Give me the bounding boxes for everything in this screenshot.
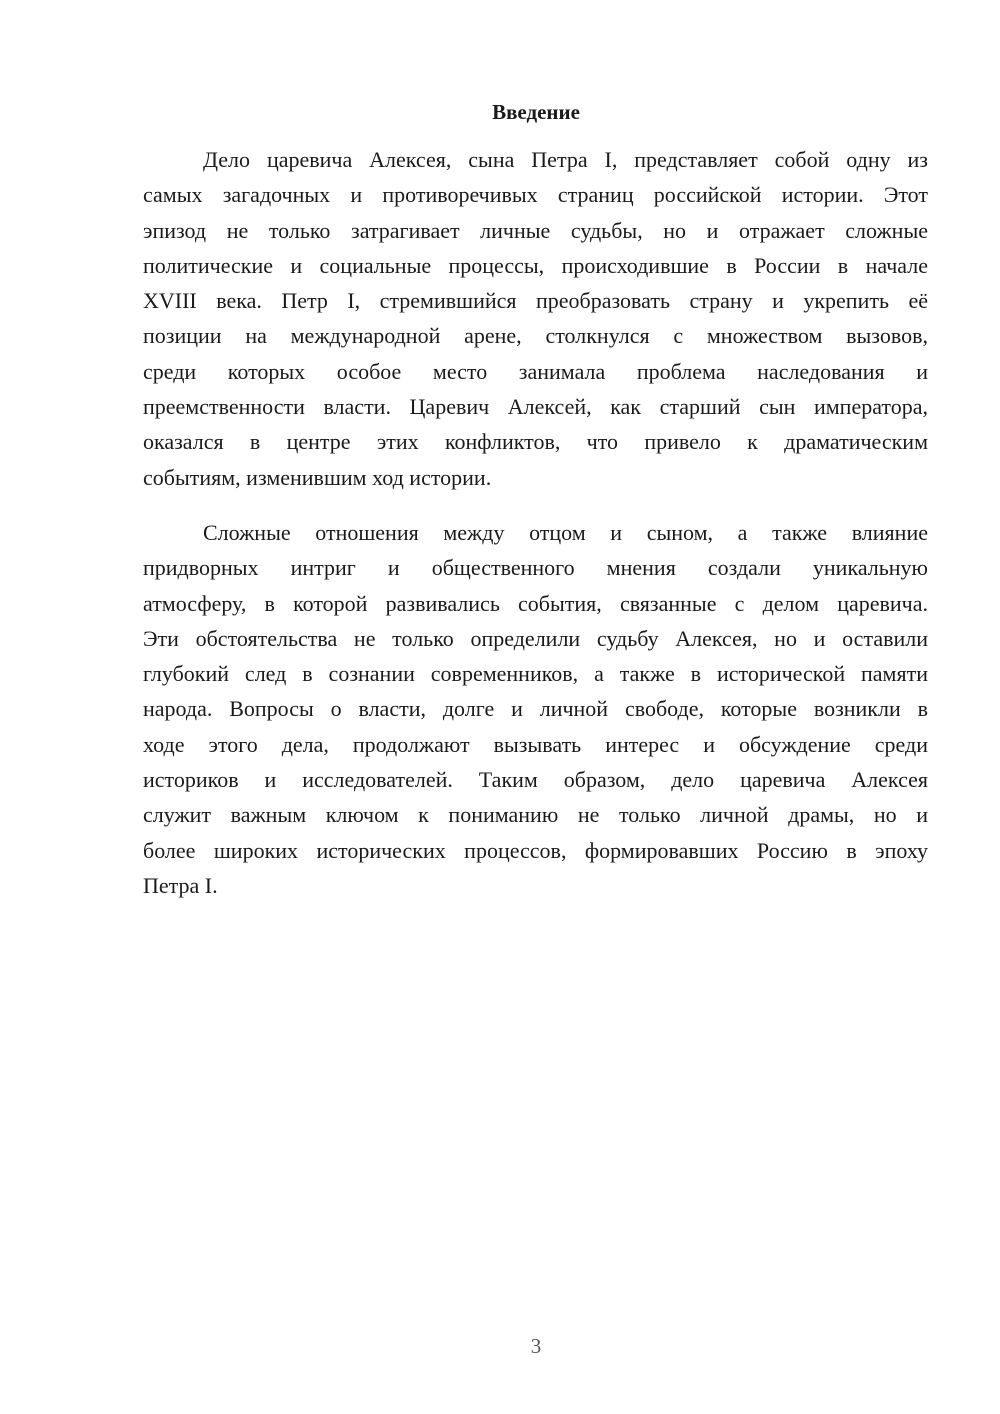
text-line: оказался в центре этих конфликтов, что привело к драматическим	[143, 429, 928, 455]
text-line: событиям, изменившим ход истории.	[143, 464, 492, 490]
text-line: Дело царевича Алексея, сына Петра I, представляет собой одну из	[203, 147, 928, 172]
text-line: XVIII века. Петр I, стремившийся преобразовать страну и укрепить её	[143, 288, 928, 314]
text-line: народа. Вопросы о власти, долге и личной свободе, которые возникли в	[143, 696, 928, 722]
text-line: самых загадочных и противоречивых страниц российской истории. Этот	[143, 182, 928, 208]
text-line: политические и социальные процессы, происходившие в России в начале	[143, 252, 928, 278]
text-line: преемственности власти. Царевич Алексей, как старший сын императора,	[143, 394, 928, 420]
text-line: придворных интриг и общественного мнения создали уникальную	[143, 555, 928, 581]
text-line: ходе этого дела, продолжают вызывать интерес и обсуждение среди	[143, 731, 928, 757]
text-line: атмосферу, в которой развивались события, связанные с делом царевича.	[143, 590, 928, 616]
text-line: историков и исследователей. Таким образом, дело царевича Алексея	[143, 767, 928, 793]
text-line: эпизод не только затрагивает личные судьбы, но и отражает сложные	[143, 217, 928, 243]
text-line: позиции на международной арене, столкнулся с множеством вызовов,	[143, 323, 928, 349]
text-line: служит важным ключом к пониманию не только личной драмы, но и	[143, 802, 928, 828]
text-line: Эти обстоятельства не только определили судьбу Алексея, но и оставили	[143, 625, 928, 651]
section-heading: Введение	[492, 100, 580, 124]
paragraph-1	[143, 142, 928, 495]
text-line: Сложные отношения между отцом и сыном, а также влияние	[203, 520, 928, 545]
text-line: среди которых особое место занимала проблема наследования и	[143, 358, 928, 384]
paragraph-2	[143, 515, 928, 903]
page-number: 3	[530, 1334, 542, 1358]
text-line: более широких исторических процессов, формировавших Россию в эпоху	[143, 837, 928, 863]
text-line: Петра I.	[143, 872, 218, 898]
text-line: глубокий след в сознании современников, а также в исторической памяти	[143, 661, 928, 687]
